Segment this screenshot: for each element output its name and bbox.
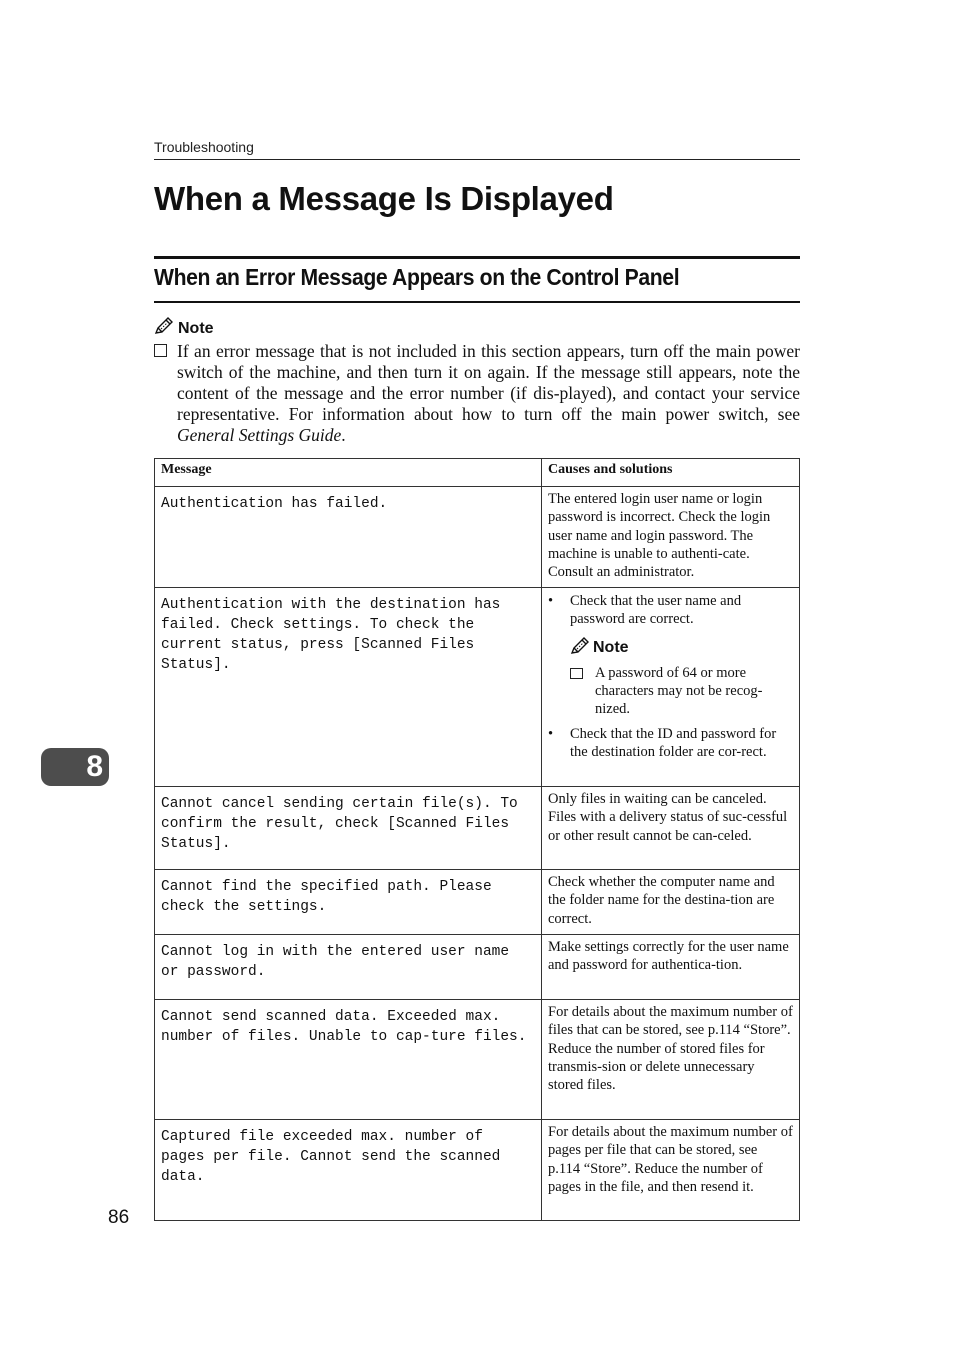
- table-header-row: [155, 459, 800, 487]
- bullet-icon: •: [548, 593, 554, 609]
- message-cell: Captured file exceeded max. number of pages per file. Cannot send the scanned data.: [155, 1120, 542, 1221]
- column-header-causes: Causes and solutions: [542, 459, 800, 487]
- list-item: • Check that the user name and password are correct.: [548, 593, 742, 628]
- table-row: [155, 787, 800, 870]
- note-body: [154, 341, 800, 446]
- table-row: [155, 870, 800, 935]
- note-heading: [154, 317, 214, 340]
- message-cell: Cannot cancel sending certain file(s). To confirm the result, check [Scanned Files Status].: [155, 787, 542, 870]
- cause-cell: Check whether the computer name and the folder name for the destina-tion are correct.: [542, 870, 800, 935]
- table-row: [155, 1120, 800, 1221]
- page-number: 86: [108, 1207, 130, 1228]
- list-item: • Check that the ID and password for the destination folder are cor-rect.: [548, 725, 777, 761]
- cause-cell: Only files in waiting can be canceled. Files with a delivery status of suc-cessful or other result cannot be can-celed.: [542, 787, 800, 870]
- cause-cell: The entered login user name or login password is incorrect. Check the login user name and login password. The machine is unable to authenti-cate. Consult an administrator.: [542, 487, 800, 588]
- table-row: [155, 1000, 800, 1120]
- cause-cell: Make settings correctly for the user name and password for authentica-tion.: [542, 935, 800, 1000]
- cause-cell: [542, 588, 800, 787]
- table-row: [155, 588, 800, 787]
- message-cell: Authentication with the destination has failed. Check settings. To check the current status, press [Scanned Files Status].: [155, 588, 542, 787]
- error-message-table: [154, 458, 800, 1221]
- message-cell: Cannot find the specified path. Please check the settings.: [155, 870, 542, 935]
- message-cell: Cannot send scanned data. Exceeded max. number of files. Unable to cap-ture files.: [155, 1000, 542, 1120]
- table-row: [155, 487, 800, 588]
- section-rule-bottom: [154, 301, 800, 303]
- inline-note-item: A password of 64 or more characters may not be recog-nized.: [570, 664, 793, 719]
- guide-reference: General Settings Guide: [177, 425, 342, 445]
- running-header: Troubleshooting: [154, 139, 254, 155]
- message-cell: Authentication has failed.: [155, 487, 542, 588]
- checkbox-icon: [154, 344, 167, 357]
- table-row: [155, 935, 800, 1000]
- chapter-tab: 8: [41, 748, 109, 786]
- note-label: Note: [178, 319, 214, 337]
- pencil-note-icon: [570, 637, 590, 660]
- bullet-icon: •: [548, 725, 554, 742]
- section-rule-top: [154, 256, 800, 259]
- checkbox-icon: [570, 668, 583, 679]
- section-title: When an Error Message Appears on the Control Panel: [154, 264, 680, 290]
- pencil-note-icon: [154, 317, 174, 340]
- header-rule: [154, 159, 800, 160]
- note-text: If an error message that is not included in this section appears, turn off the main power switch of the machine, and then turn it on again. If the message still appears, note the content of the message and the error number (if dis-played), and contact your service representative. For information about how to turn off the main power switch, see General Settings Guide.: [177, 341, 800, 445]
- cause-cell: For details about the maximum number of pages per file that can be stored, see p.114 “Store”. Reduce the number of pages in the file, and then resend it.: [542, 1120, 800, 1221]
- cause-cell: For details about the maximum number of files that can be stored, see p.114 “Store”. Reduce the number of stored files for transmis-sion or delete unnecessary stored files.: [542, 1000, 800, 1120]
- column-header-message: Message: [155, 459, 542, 487]
- page-title: When a Message Is Displayed: [154, 180, 614, 217]
- inline-note-heading: Note: [570, 637, 793, 660]
- message-cell: Cannot log in with the entered user name or password.: [155, 935, 542, 1000]
